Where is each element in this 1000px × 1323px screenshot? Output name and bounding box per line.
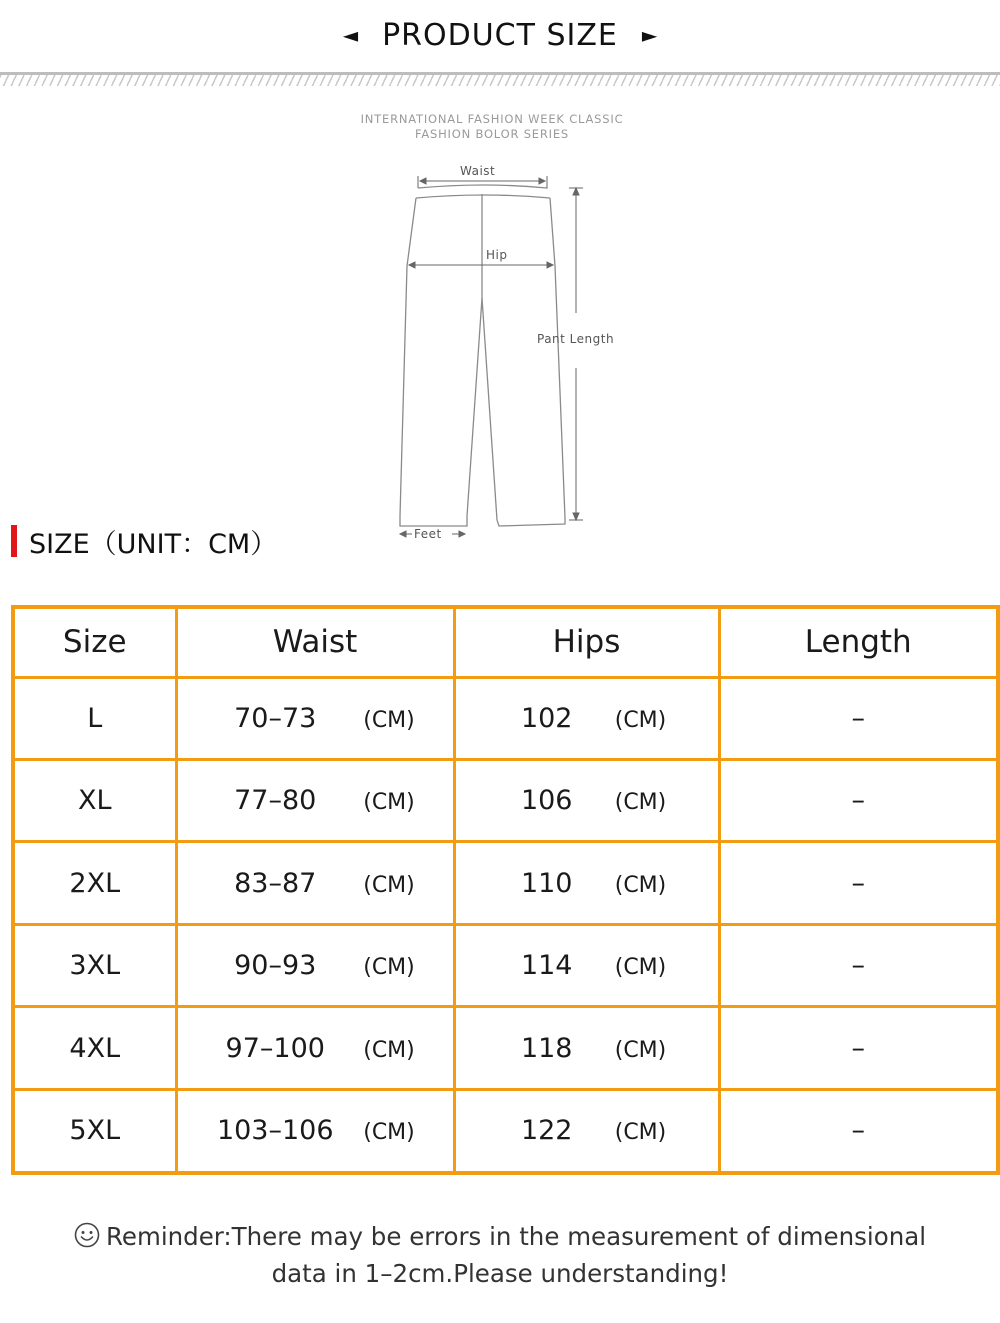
pant-length-label: Pant Length xyxy=(537,332,615,346)
waist-unit: (CM) xyxy=(363,955,415,981)
table-row xyxy=(13,677,998,759)
waist-value: 97–100 xyxy=(225,1032,325,1064)
waist-unit: (CM) xyxy=(363,1120,415,1146)
waist-label: Waist xyxy=(460,164,496,178)
hatched-divider xyxy=(0,72,1000,86)
cell-hips xyxy=(454,677,719,759)
pants-outline-icon xyxy=(380,158,660,548)
cell-waist xyxy=(176,924,454,1006)
brand-line-2: FASHION BOLOR SERIES xyxy=(414,127,570,141)
table-header-row xyxy=(13,607,998,677)
cell-size: L xyxy=(13,677,176,759)
accent-bar xyxy=(11,525,17,557)
hips-value: 118 xyxy=(520,1032,573,1064)
table-row xyxy=(13,1089,998,1173)
waist-unit: (CM) xyxy=(363,790,415,816)
cell-hips xyxy=(454,1007,719,1089)
reminder-line-1 xyxy=(40,1218,960,1255)
cell-waist xyxy=(176,677,454,759)
left-arrow-icon: ◄ xyxy=(342,23,359,47)
header-size: Size xyxy=(13,607,176,677)
table-row xyxy=(13,842,998,924)
size-section-heading xyxy=(11,524,277,558)
page-title: PRODUCT SIZE xyxy=(382,17,618,53)
waist-value: 77–80 xyxy=(234,785,317,817)
hips-value: 106 xyxy=(520,785,573,817)
waist-unit: (CM) xyxy=(363,1037,415,1063)
hips-value: 110 xyxy=(520,867,573,899)
header-waist: Waist xyxy=(176,607,454,677)
cell-waist xyxy=(176,1089,454,1173)
header-hips: Hips xyxy=(454,607,719,677)
reminder-line-2: data in 1–2cm.Please understanding! xyxy=(271,1259,729,1288)
waist-value: 103–106 xyxy=(216,1115,334,1147)
hips-unit: (CM) xyxy=(614,872,667,898)
cell-length: – xyxy=(719,842,998,924)
cell-length: – xyxy=(719,1007,998,1089)
cell-hips xyxy=(454,1089,719,1173)
waist-unit: (CM) xyxy=(363,707,415,733)
brand-caption xyxy=(0,112,984,142)
cell-size: 2XL xyxy=(13,842,176,924)
header-length: Length xyxy=(719,607,998,677)
reminder-note xyxy=(40,1218,960,1292)
table-row xyxy=(13,759,998,841)
cell-size: 3XL xyxy=(13,924,176,1006)
size-section-title: SIZE（UNIT：CM） xyxy=(29,528,278,560)
hips-unit: (CM) xyxy=(614,707,667,733)
cell-hips xyxy=(454,924,719,1006)
cell-hips xyxy=(454,842,719,924)
cell-hips xyxy=(454,759,719,841)
table-row xyxy=(13,1007,998,1089)
cell-waist xyxy=(176,842,454,924)
cell-size: XL xyxy=(13,759,176,841)
size-chart-table xyxy=(11,605,1000,1175)
cell-length: – xyxy=(719,924,998,1006)
hips-unit: (CM) xyxy=(614,1037,667,1063)
pants-diagram xyxy=(380,158,660,548)
cell-size: 4XL xyxy=(13,1007,176,1089)
waist-unit: (CM) xyxy=(363,872,415,898)
right-arrow-icon: ► xyxy=(641,23,658,47)
cell-waist xyxy=(176,1007,454,1089)
hips-value: 114 xyxy=(520,950,573,982)
brand-line-1: INTERNATIONAL FASHION WEEK CLASSIC xyxy=(360,112,624,126)
cell-length: – xyxy=(719,1089,998,1173)
waist-value: 70–73 xyxy=(234,702,317,734)
page-header xyxy=(0,0,1000,70)
feet-label: Feet xyxy=(414,527,442,541)
cell-waist xyxy=(176,759,454,841)
hips-unit: (CM) xyxy=(614,1120,667,1146)
cell-size: 5XL xyxy=(13,1089,176,1173)
hips-value: 102 xyxy=(520,702,573,734)
hip-label: Hip xyxy=(486,248,508,262)
reminder-text-1: Reminder:There may be errors in the measurement of dimensional xyxy=(105,1222,927,1251)
hips-unit: (CM) xyxy=(614,790,667,816)
waist-value: 90–93 xyxy=(234,950,317,982)
waist-value: 83–87 xyxy=(234,867,317,899)
table-row xyxy=(13,924,998,1006)
cell-length: – xyxy=(719,759,998,841)
hips-unit: (CM) xyxy=(614,955,667,981)
cell-length: – xyxy=(719,677,998,759)
smiley-icon xyxy=(74,1222,100,1248)
hips-value: 122 xyxy=(520,1115,573,1147)
